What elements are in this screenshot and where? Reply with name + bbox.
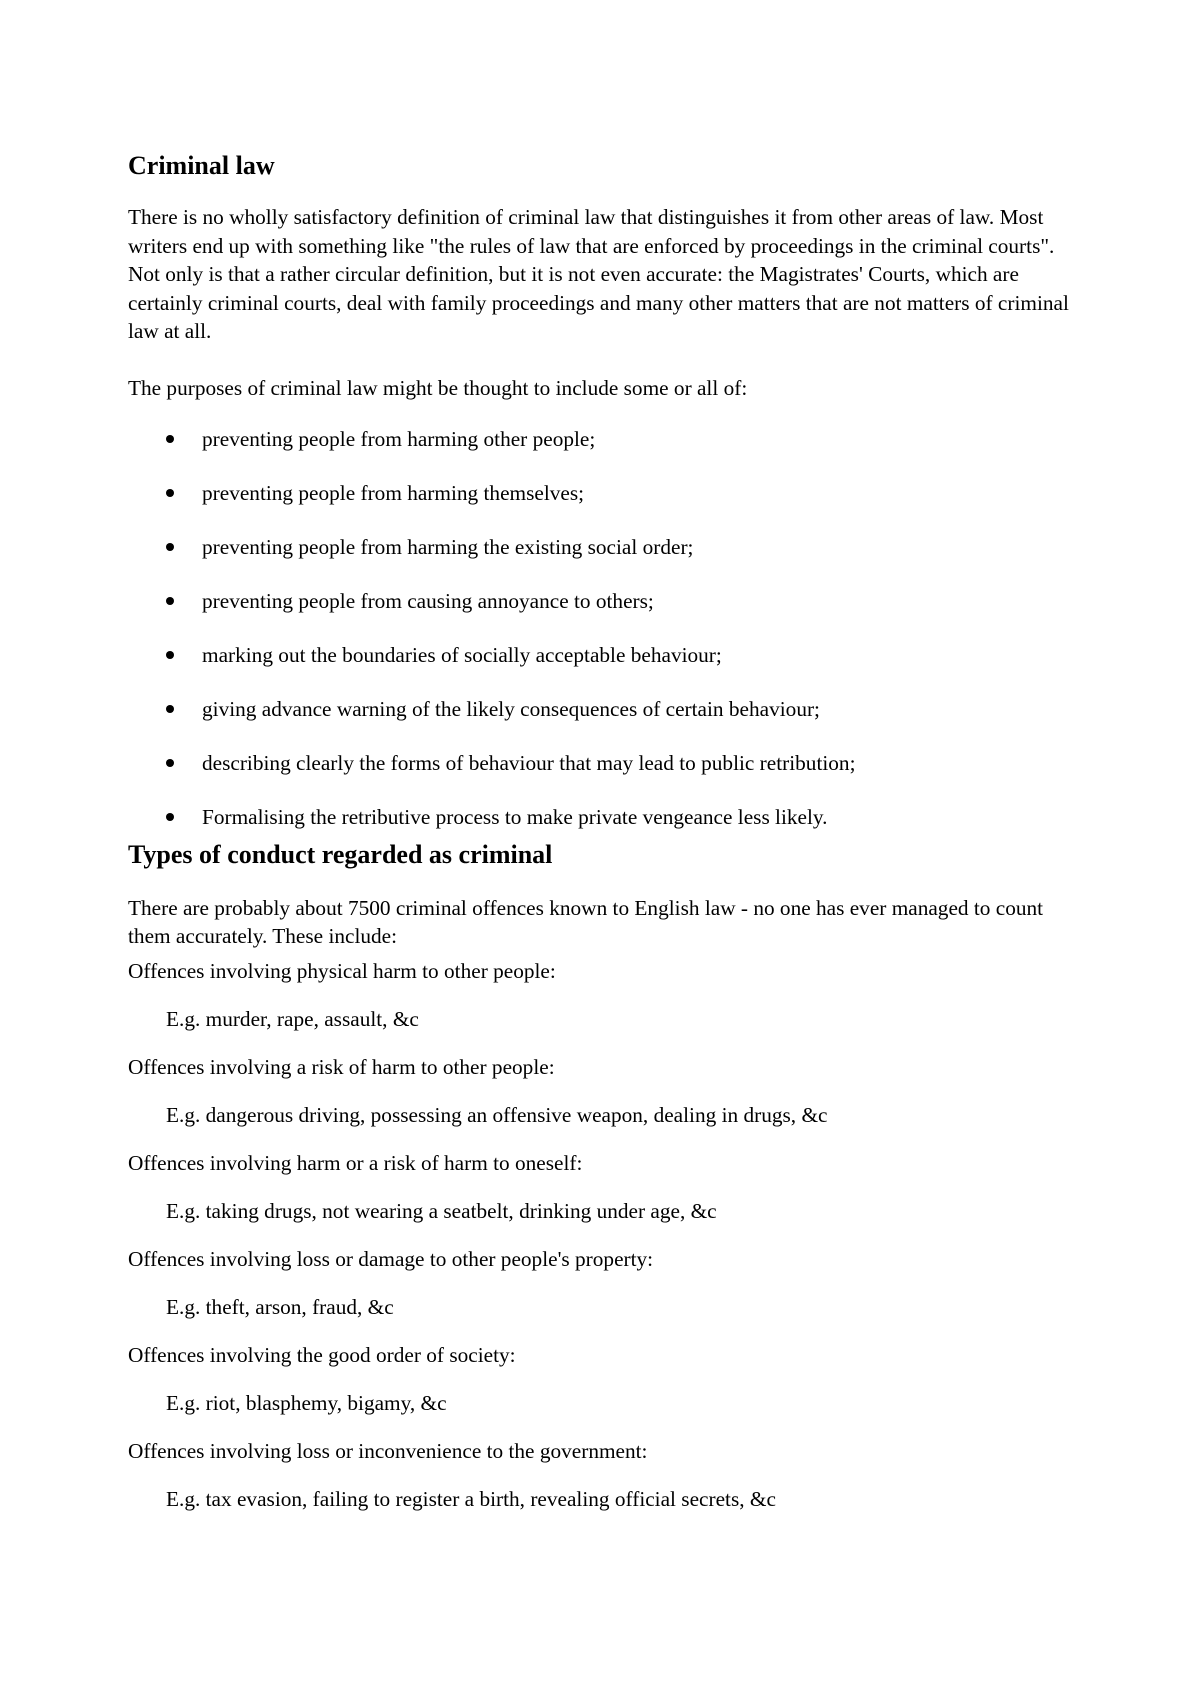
document-page bbox=[128, 150, 1078, 1533]
bullet-icon bbox=[166, 597, 174, 605]
bullet-icon bbox=[166, 489, 174, 497]
list-item-text: preventing people from harming other people; bbox=[202, 426, 596, 451]
bullet-icon bbox=[166, 813, 174, 821]
purposes-list bbox=[128, 425, 1078, 831]
list-item bbox=[128, 695, 1078, 723]
heading-criminal-law: Criminal law bbox=[128, 151, 275, 180]
offence-category: Offences involving physical harm to other people: bbox=[128, 958, 556, 983]
list-item bbox=[128, 749, 1078, 777]
bullet-icon bbox=[166, 759, 174, 767]
types-lead: There are probably about 7500 criminal offences known to English law - no one has ever managed to count them accurately. These include: bbox=[128, 895, 1044, 949]
list-item-text: giving advance warning of the likely consequences of certain behaviour; bbox=[202, 696, 820, 721]
intro-paragraph: There is no wholly satisfactory definition of criminal law that distinguishes it from other areas of law. Most writers end up with something like "the rules of law that are enforced by proceedings in the criminal courts". Not only is that a rather circular definition, but it is not even accurate: the Magistrates' Courts, which are certainly criminal courts, deal with family proceedings and many other matters that are not matters of criminal law at all. bbox=[128, 205, 1069, 344]
offence-category: Offences involving a risk of harm to other people: bbox=[128, 1054, 555, 1079]
list-item bbox=[128, 425, 1078, 453]
list-item-text: marking out the boundaries of socially acceptable behaviour; bbox=[202, 642, 722, 667]
bullet-icon bbox=[166, 435, 174, 443]
offence-category: Offences involving loss or inconvenience to the government: bbox=[128, 1438, 648, 1463]
offence-examples: E.g. theft, arson, fraud, &c bbox=[166, 1294, 394, 1319]
bullet-icon bbox=[166, 705, 174, 713]
offence-examples: E.g. tax evasion, failing to register a birth, revealing official secrets, &c bbox=[166, 1486, 776, 1511]
offence-examples: E.g. riot, blasphemy, bigamy, &c bbox=[166, 1390, 447, 1415]
list-item bbox=[128, 587, 1078, 615]
offence-category-list bbox=[128, 957, 1078, 1513]
list-item bbox=[128, 803, 1078, 831]
list-item-text: describing clearly the forms of behaviour that may lead to public retribution; bbox=[202, 750, 856, 775]
bullet-icon bbox=[166, 543, 174, 551]
list-item-text: preventing people from causing annoyance to others; bbox=[202, 588, 654, 613]
purposes-lead: The purposes of criminal law might be thought to include some or all of: bbox=[128, 375, 748, 400]
list-item-text: preventing people from harming themselves; bbox=[202, 480, 585, 505]
offence-examples: E.g. dangerous driving, possessing an offensive weapon, dealing in drugs, &c bbox=[166, 1102, 828, 1127]
list-item bbox=[128, 641, 1078, 669]
list-item-text: preventing people from harming the existing social order; bbox=[202, 534, 694, 559]
heading-types-of-conduct: Types of conduct regarded as criminal bbox=[128, 839, 553, 869]
offence-category: Offences involving loss or damage to other people's property: bbox=[128, 1246, 654, 1271]
list-item bbox=[128, 533, 1078, 561]
offence-examples: E.g. taking drugs, not wearing a seatbelt, drinking under age, &c bbox=[166, 1198, 717, 1223]
offence-examples: E.g. murder, rape, assault, &c bbox=[166, 1006, 419, 1031]
offence-category: Offences involving the good order of society: bbox=[128, 1342, 516, 1367]
list-item-text: Formalising the retributive process to make private vengeance less likely. bbox=[202, 804, 828, 829]
list-item bbox=[128, 479, 1078, 507]
bullet-icon bbox=[166, 651, 174, 659]
offence-category: Offences involving harm or a risk of harm to oneself: bbox=[128, 1150, 583, 1175]
